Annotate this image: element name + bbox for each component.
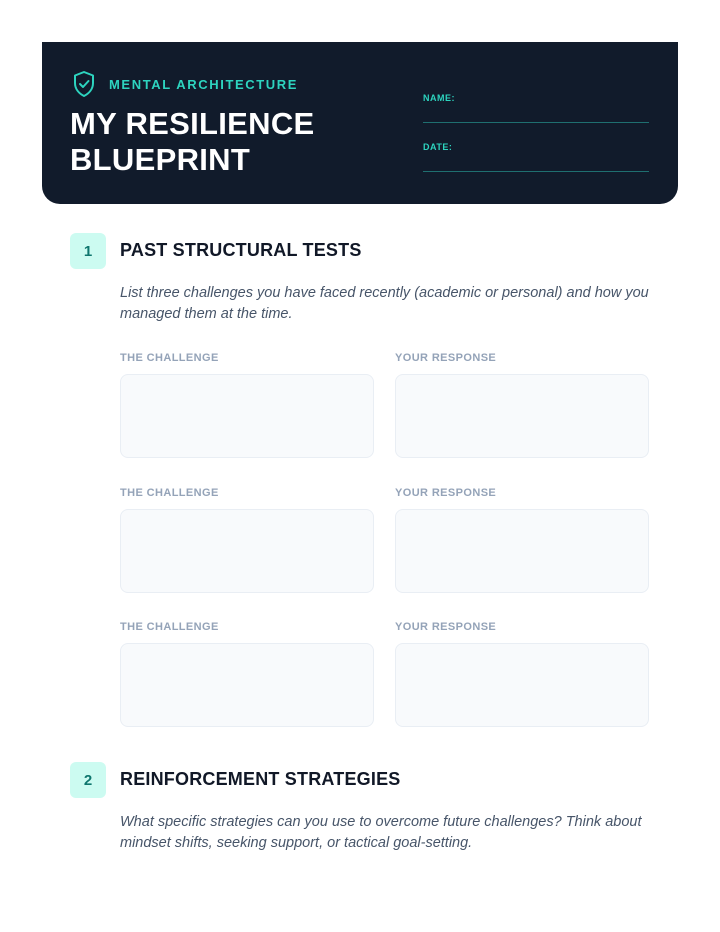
section-1-badge: 1 <box>70 233 106 269</box>
challenge-input-3[interactable] <box>120 643 374 727</box>
eyebrow-label: MENTAL ARCHITECTURE <box>109 76 299 92</box>
header-banner <box>42 42 678 204</box>
response-input-3[interactable] <box>395 643 649 727</box>
title-line-2: BLUEPRINT <box>70 142 251 177</box>
page-title <box>70 106 314 178</box>
response-input-2[interactable] <box>395 509 649 593</box>
shield-check-icon <box>72 70 96 98</box>
date-line <box>423 171 649 172</box>
section-2-title: REINFORCEMENT STRATEGIES <box>120 769 401 789</box>
date-label: DATE: <box>423 142 453 152</box>
section-2-badge: 2 <box>70 762 106 798</box>
name-label: NAME: <box>423 93 455 103</box>
response-label: YOUR RESPONSE <box>395 621 497 633</box>
response-input-1[interactable] <box>395 374 649 458</box>
brand <box>72 70 298 98</box>
response-label: YOUR RESPONSE <box>395 352 497 364</box>
section-1-title: PAST STRUCTURAL TESTS <box>120 240 362 260</box>
date-field[interactable] <box>423 142 649 172</box>
challenge-input-1[interactable] <box>120 374 374 458</box>
challenge-input-2[interactable] <box>120 509 374 593</box>
challenge-label: THE CHALLENGE <box>120 621 219 633</box>
name-line <box>423 122 649 123</box>
response-label: YOUR RESPONSE <box>395 487 497 499</box>
challenge-label: THE CHALLENGE <box>120 352 219 364</box>
name-field[interactable] <box>423 93 649 123</box>
section-2-description: What specific strategies can you use to overcome future challenges? Think about mindset shifts, seeking support, or tactical goal-setting. <box>120 814 642 851</box>
challenge-label: THE CHALLENGE <box>120 487 219 499</box>
title-line-1: MY RESILIENCE <box>70 106 315 141</box>
section-1-description: List three challenges you have faced recently (academic or personal) and how you managed them at the time. <box>120 285 649 322</box>
